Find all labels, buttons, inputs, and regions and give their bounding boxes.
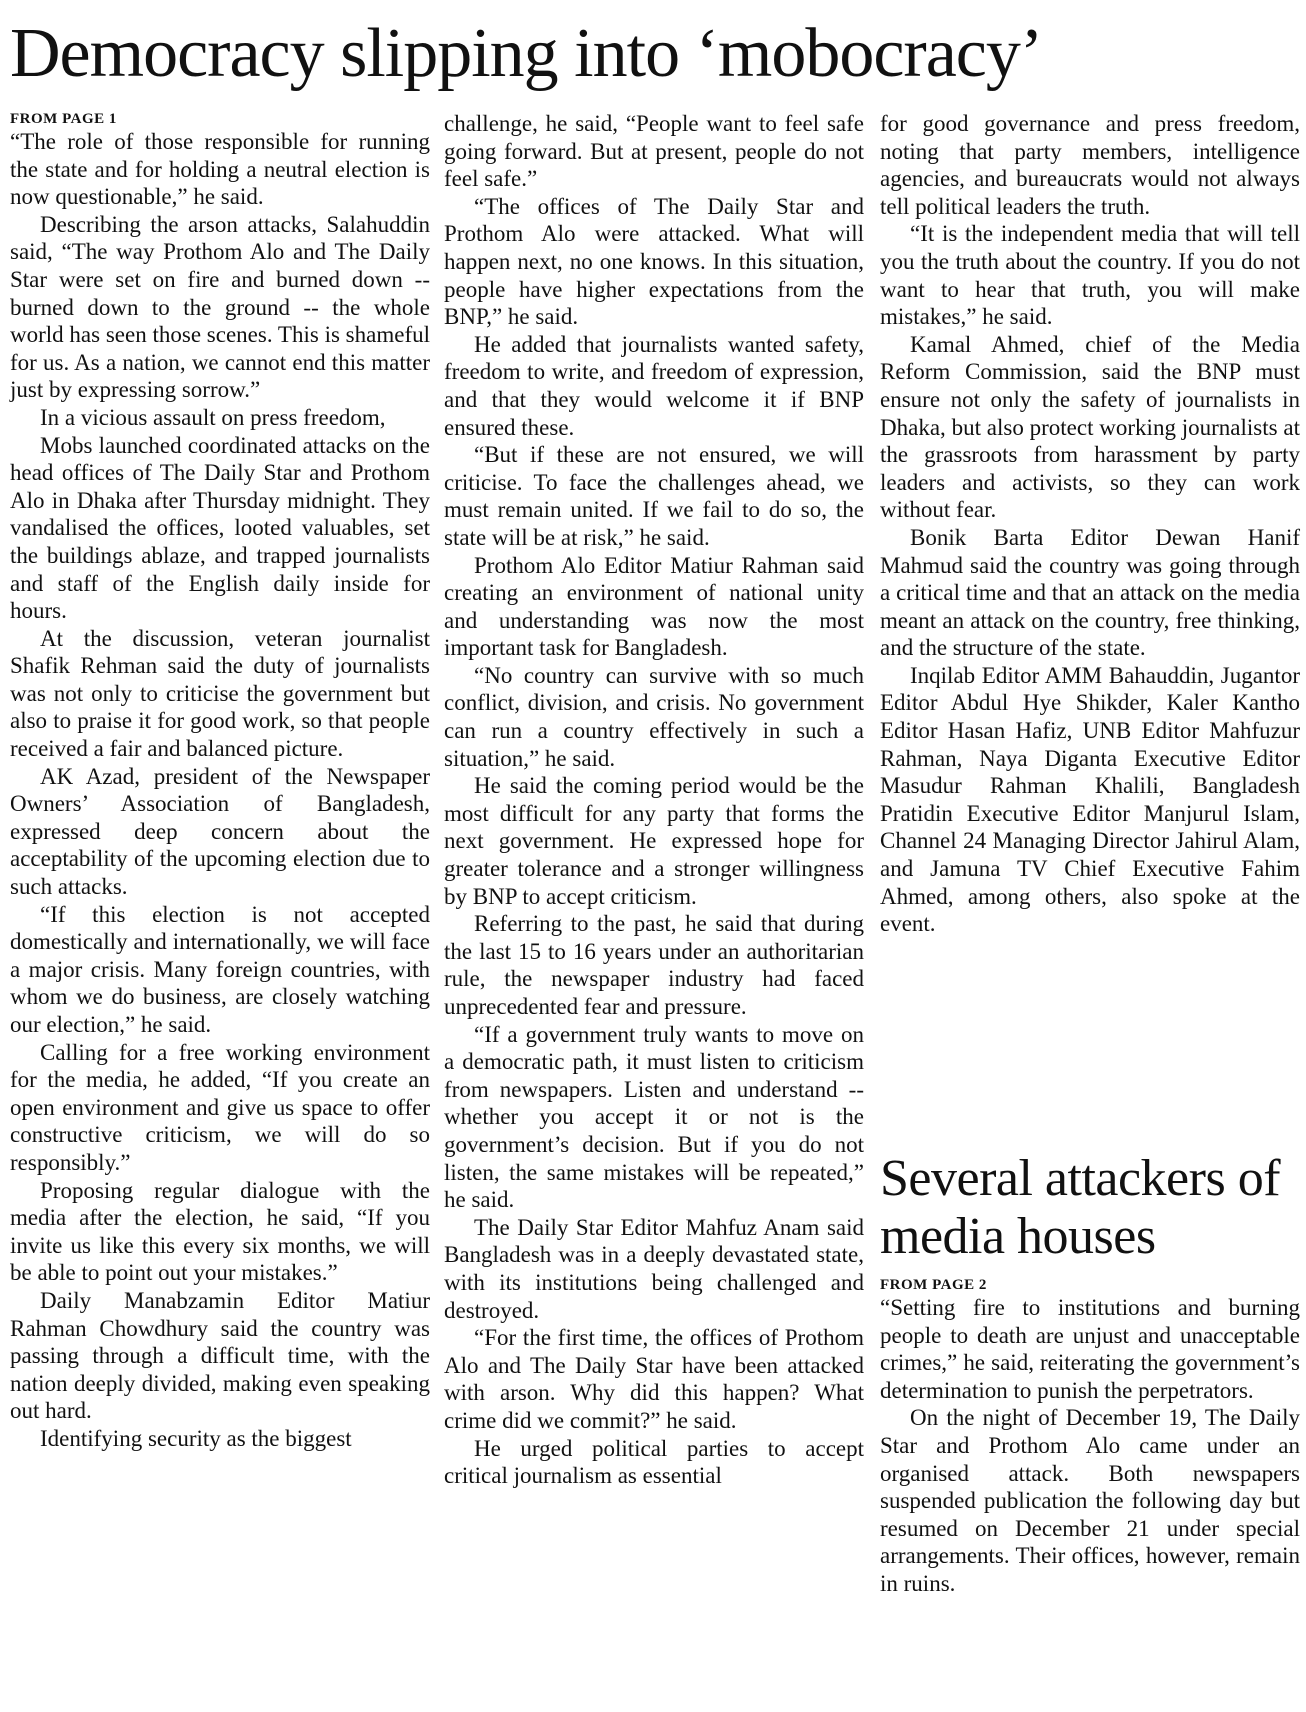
paragraph: “But if these are not ensured, we will criticise. To face the challenges ahead, we must remain united. If we fail to do so, the state will be at risk,” he said. — [444, 442, 864, 550]
paragraph: He urged political parties to accept critical journalism as essential — [444, 1435, 864, 1489]
paragraph: “It is the independent media that will tell you the truth about the country. If you do not want to hear that truth, you will make mistakes,” he said. — [880, 221, 1300, 330]
article-column-2 — [444, 110, 864, 1490]
second-headline: Several attackers of media houses — [880, 1150, 1281, 1265]
paragraph: Calling for a free working environment for the media, he added, “If you create an open environment and give us space to offer constructive criticism, we will do so responsibly.” — [10, 1039, 430, 1175]
paragraph: “If a government truly wants to move on a democratic path, it must listen to criticism from newspapers. Listen and understand -- whether you accept it or not is the government’s decision. But if you do not listen, the same mistakes will be repeated,” he said. — [444, 1021, 864, 1213]
second-article — [880, 1150, 1300, 1598]
paragraph: for good governance and press freedom, noting that party members, intelligence agencies, and bureaucrats would not always tell political leaders the truth. — [880, 111, 1300, 219]
paragraph: He added that journalists wanted safety, freedom to write, and freedom of expression, and that they would welcome it if BNP ensured these. — [444, 331, 864, 440]
paragraph: AK Azad, president of the Newspaper Owners’ Association of Bangladesh, expressed deep concern about the acceptability of the upcoming election due to such attacks. — [10, 763, 430, 900]
paragraph: Referring to the past, he said that during the last 15 to 16 years under an authoritarian rule, the newspaper industry had faced unprecedented fear and pressure. — [444, 911, 864, 1019]
paragraph: Prothom Alo Editor Matiur Rahman said creating an environment of national unity and understanding was now the most important task for Bangladesh. — [444, 552, 864, 661]
paragraph: challenge, he said, “People want to feel safe going forward. But at present, people do not feel safe.” — [444, 111, 864, 192]
main-headline: Democracy slipping into ‘mobocracy’ — [10, 15, 1043, 92]
paragraph: Proposing regular dialogue with the media after the election, he said, “If you invite us like this every six months, we will be able to point out your mistakes.” — [10, 1177, 430, 1286]
paragraph: On the night of December 19, The Daily Star and Prothom Alo came under an organised attack. Both newspapers suspended publication the following day but resumed on December 21 under special arrangements. Their offices, however, remain in ruins. — [880, 1405, 1300, 1596]
paragraph: “For the first time, the offices of Prothom Alo and The Daily Star have been attacked with arson. Why did this happen? What crime did we commit?” he said. — [444, 1325, 864, 1433]
article-column-3 — [880, 110, 1300, 938]
paragraph: Describing the arson attacks, Salahuddin said, “The way Prothom Alo and The Daily Star were set on fire and burned down -- burned down to the ground -- the whole world has seen those scenes. This is shameful for us. As a nation, we cannot end this matter just by expressing sorrow.” — [10, 211, 430, 403]
article-column-1 — [10, 110, 430, 1453]
paragraph: “The role of those responsible for running the state and for holding a neutral election is now questionable,” he said. — [10, 129, 430, 210]
paragraph: Daily Manabzamin Editor Matiur Rahman Chowdhury said the country was passing through a difficult time, with the nation deeply divided, making even speaking out hard. — [10, 1287, 430, 1424]
jump-line: FROM PAGE 1 — [10, 111, 117, 127]
paragraph: “No country can survive with so much conflict, division, and crisis. No government can run a country effectively in such a situation,” he said. — [444, 662, 864, 771]
paragraph: At the discussion, veteran journalist Shafik Rehman said the duty of journalists was not only to criticise the government but also to praise it for good work, so that people received a fair and balanced picture. — [10, 625, 430, 762]
paragraph: He said the coming period would be the most difficult for any party that forms the next government. He expressed hope for greater tolerance and a stronger willingness by BNP to accept criticism. — [444, 773, 864, 909]
paragraph: “If this election is not accepted domestically and internationally, we will face a major crisis. Many foreign countries, with whom we do business, are closely watching our election,” he said. — [10, 901, 430, 1037]
paragraph: “Setting fire to institutions and burning people to death are unjust and unacceptable crimes,” he said, reiterating the government’s determination to punish the perpetrators. — [880, 1295, 1300, 1403]
paragraph: “The offices of The Daily Star and Prothom Alo were attacked. What will happen next, no one knows. In this situation, people have higher expectations from the BNP,” he said. — [444, 193, 864, 330]
paragraph: Mobs launched coordinated attacks on the head offices of The Daily Star and Prothom Alo in Dhaka after Thursday midnight. They vandalised the offices, looted valuables, set the buildings ablaze, and trapped journalists and staff of the English daily inside for hours. — [10, 432, 430, 624]
paragraph: Kamal Ahmed, chief of the Media Reform Commission, said the BNP must ensure not only the safety of journalists in Dhaka, but also protect working journalists at the grassroots from harassment by party leaders and activists, so they can work without fear. — [880, 331, 1300, 523]
paragraph: Inqilab Editor AMM Bahauddin, Jugantor Editor Abdul Hye Shikder, Kaler Kantho Editor Hasan Hafiz, UNB Editor Mahfuzur Rahman, Naya Diganta Executive Editor Masudur Rahman Khalili, Bangladesh Pratidin Executive Editor Manjurul Islam, Channel 24 Managing Director Jahirul Alam, and Jamuna TV Chief Executive Fahim Ahmed, among others, also spoke at the event. — [880, 662, 1300, 937]
paragraph: In a vicious assault on press freedom, — [40, 404, 386, 430]
paragraph: The Daily Star Editor Mahfuz Anam said Bangladesh was in a deeply devastated state, with its institutions being challenged and destroyed. — [444, 1214, 864, 1323]
paragraph: Identifying security as the biggest — [40, 1425, 352, 1451]
paragraph: Bonik Barta Editor Dewan Hanif Mahmud said the country was going through a critical time and that an attack on the media meant an attack on the country, free thinking, and the structure of the state. — [880, 524, 1300, 661]
jump-line: FROM PAGE 2 — [880, 1277, 987, 1293]
